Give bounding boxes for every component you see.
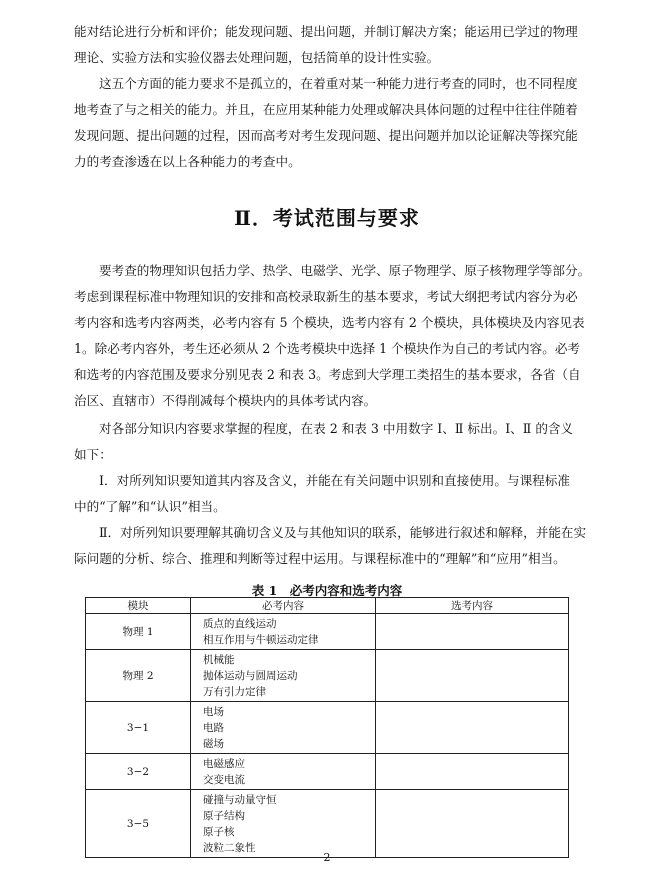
section-heading: Ⅱ．考试范围与要求 [234,206,420,230]
paragraph-line: 能对结论进行分析和评价；能发现问题、提出问题，并制订解决方案；能运用已学过的物理 [74,24,578,39]
paragraph-line: 力的考查渗透在以上各种能力的考查中。 [74,154,301,169]
content-table [85,597,569,858]
paragraph-line: 如下： [74,447,112,462]
required-item: 磁场 [203,737,224,750]
required-item: 碰撞与动量守恒 [203,793,277,806]
table-header-row [86,598,569,614]
required-item: 电路 [203,721,224,734]
paragraph-line: 中的“了解”和“认识”相当。 [74,499,226,514]
required-item: 质点的直线运动 [203,617,277,630]
paragraph-line: 和选考的内容范围及要求分别见表 2 和表 3。考虑到大学理工类招生的基本要求，各省（自 [74,367,581,382]
header-module: 模块 [86,598,191,614]
required-item: 抛体运动与圆周运动 [203,669,298,682]
required-item: 电场 [203,705,224,718]
paragraph-line: 际问题的分析、综合、推理和判断等过程中运用。与课程标准中的“理解”和“应用”相当。 [74,551,566,566]
table-row [86,754,569,790]
required-item: 原子结构 [203,809,245,822]
level-one-paragraph [74,468,579,520]
elective-cell [376,614,569,650]
required-cell [191,790,376,858]
required-item: 万有引力定律 [203,685,266,698]
elective-cell [376,702,569,754]
paragraph-line: Ⅰ．对所列知识要知道其内容及含义，并能在有关问题中识别和直接使用。与课程标准 [99,473,570,488]
table-row [86,790,569,858]
paragraph-line: Ⅱ．对所列知识要理解其确切含义及与其他知识的联系，能够进行叙述和解释，并能在实 [99,525,587,540]
intro-paragraph [74,19,579,71]
required-item: 电磁感应 [203,757,245,770]
module-cell: 物理 2 [86,650,191,702]
header-required: 必考内容 [191,598,376,614]
required-item: 波粒二象性 [203,841,256,854]
table-row [86,650,569,702]
levels-paragraph [74,416,579,468]
ability-paragraph [74,71,579,175]
paragraph-line: 地考查了与之相关的能力。并且，在应用某种能力处理或解决具体问题的过程中往往伴随着 [74,102,578,117]
table-caption: 表 1 必考内容和选考内容 [251,583,403,598]
module-cell: 3−1 [86,702,191,754]
table-row [86,702,569,754]
paragraph-line: 要考查的物理知识包括力学、热学、电磁学、光学、原子物理学、原子核物理学等部分。 [99,263,591,278]
paragraph-line: 对各部分知识内容要求掌握的程度，在表 2 和表 3 中用数字 Ⅰ、Ⅱ 标出。Ⅰ、Ⅱ 的含义 [99,421,574,436]
required-item: 相互作用与牛顿运动定律 [203,633,319,646]
required-cell [191,614,376,650]
table-row [86,614,569,650]
paragraph-line: 考虑到课程标准中物理知识的安排和高校录取新生的基本要求，考试大纲把考试内容分为必 [74,289,578,304]
paragraph-line: 考内容和选考内容两类，必考内容有 5 个模块，选考内容有 2 个模块，具体模块及内容见表 [74,315,585,330]
required-cell [191,754,376,790]
paragraph-line: 治区、直辖市）不得削减每个模块内的具体考试内容。 [74,393,377,408]
elective-cell [376,754,569,790]
required-item: 原子核 [203,825,235,838]
required-cell [191,650,376,702]
elective-cell [376,790,569,858]
module-cell: 3−5 [86,790,191,858]
paragraph-line: 1。除必考内容外，考生还必须从 2 个选考模块中选择 1 个模块作为自己的考试内容。必考 [74,341,581,356]
required-item: 机械能 [203,653,235,666]
required-item: 交变电流 [203,773,245,786]
module-cell: 3−2 [86,754,191,790]
header-elective: 选考内容 [376,598,569,614]
paragraph-line: 这五个方面的能力要求不是孤立的，在着重对某一种能力进行考查的同时，也不同程度 [99,76,578,91]
level-two-paragraph [74,520,587,572]
scope-paragraph [74,258,591,414]
module-cell: 物理 1 [86,614,191,650]
paragraph-line: 发现问题、提出问题的过程，因而高考对考生发现问题、提出问题并加以论证解决等探究能 [74,128,578,143]
paragraph-line: 理论、实验方法和实验仪器去处理问题，包括简单的设计性实验。 [74,50,440,65]
elective-cell [376,650,569,702]
required-cell [191,702,376,754]
page-number: 2 [323,851,331,864]
